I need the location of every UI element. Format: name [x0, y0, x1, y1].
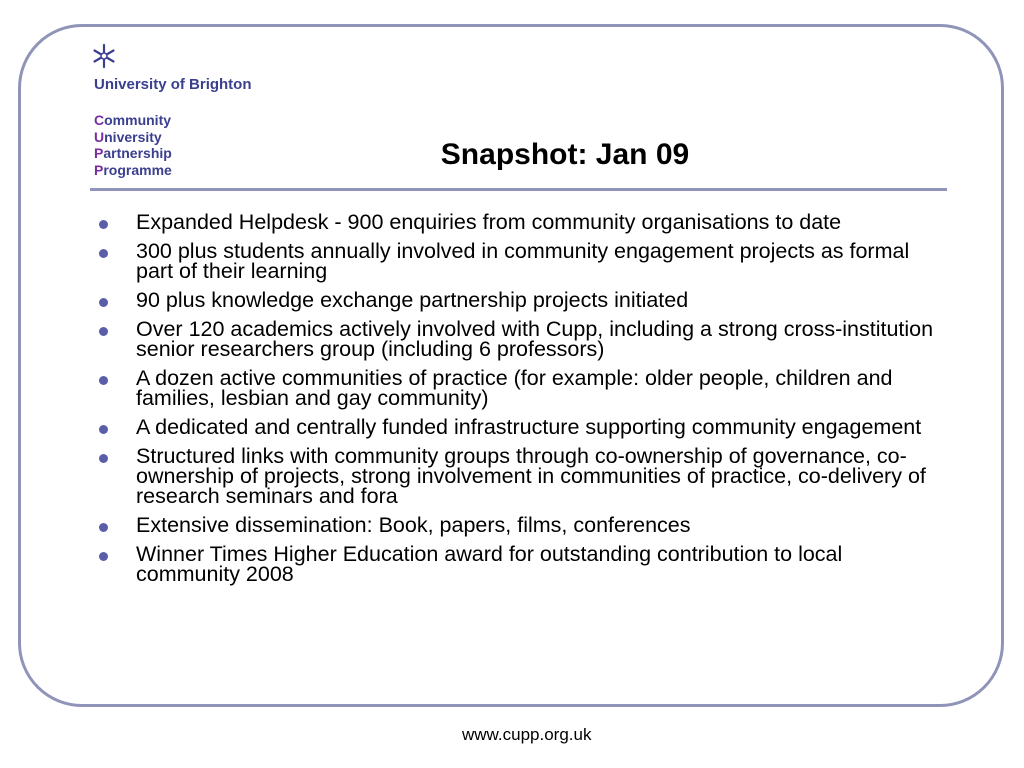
bullet-dot-icon: [99, 249, 108, 258]
bullet-dot-icon: [99, 523, 108, 532]
title-divider: [90, 188, 947, 191]
logo-line: [94, 145, 172, 162]
bullet-dot-icon: [99, 425, 108, 434]
bullet-text: Extensive dissemination: Book, papers, films, conferences: [136, 513, 691, 537]
bullet-dot-icon: [99, 376, 108, 385]
logo-line-initial: P: [94, 145, 104, 161]
logo-line-initial: U: [94, 128, 105, 145]
bullet-list: [96, 212, 936, 593]
bullet-text: Over 120 academics actively involved with Cupp, including a strong cross-institution senior researchers group (including 6 professors): [136, 317, 934, 361]
bullet-item: [96, 515, 936, 535]
university-logo: [92, 44, 302, 184]
logo-line-rest: niversity: [104, 128, 162, 145]
bullet-text: A dozen active communities of practice (for example: older people, children and families, lesbian and gay community): [136, 366, 893, 410]
bullet-text: 90 plus knowledge exchange partnership projects initiated: [136, 288, 689, 312]
logo-line-rest: artnership: [103, 145, 172, 161]
logo-line-initial: P: [94, 161, 104, 178]
bullet-item: [96, 446, 936, 506]
bullet-item: [96, 241, 936, 281]
bullet-item: [96, 290, 936, 310]
bullet-dot-icon: [99, 454, 108, 463]
bullet-dot-icon: [99, 552, 108, 561]
bullet-text: Structured links with community groups through co-ownership of governance, co-ownership of projects, strong involvement in communities of practice, co-delivery of research seminars and fora: [136, 444, 926, 508]
logo-line-rest: ommunity: [104, 112, 172, 128]
bullet-item: [96, 417, 936, 437]
bullet-item: [96, 319, 936, 359]
logo-line: [94, 129, 172, 146]
logo-line: [94, 112, 172, 129]
bullet-item: [96, 212, 936, 232]
logo-line-rest: rogramme: [103, 161, 172, 178]
bullet-dot-icon: [99, 298, 108, 307]
logo-programme-name: [94, 112, 172, 178]
logo-university-name: University of Brighton: [94, 76, 252, 93]
bullet-text: Winner Times Higher Education award for outstanding contribution to local community 2008: [136, 542, 843, 586]
bullet-dot-icon: [99, 220, 108, 229]
bullet-item: [96, 544, 936, 584]
bullet-dot-icon: [99, 327, 108, 336]
bullet-item: [96, 368, 936, 408]
footer-url: www.cupp.org.uk: [462, 725, 592, 744]
logo-line-initial: C: [94, 112, 105, 128]
bullet-text: 300 plus students annually involved in community engagement projects as formal part of their learning: [136, 239, 910, 283]
slide-title: Snapshot: Jan 09: [440, 138, 690, 171]
bullet-text: A dedicated and centrally funded infrastructure supporting community engagement: [136, 415, 922, 439]
bullet-text: Expanded Helpdesk - 900 enquiries from community organisations to date: [136, 210, 842, 234]
logo-line: [94, 162, 172, 179]
star-icon: [92, 44, 116, 68]
